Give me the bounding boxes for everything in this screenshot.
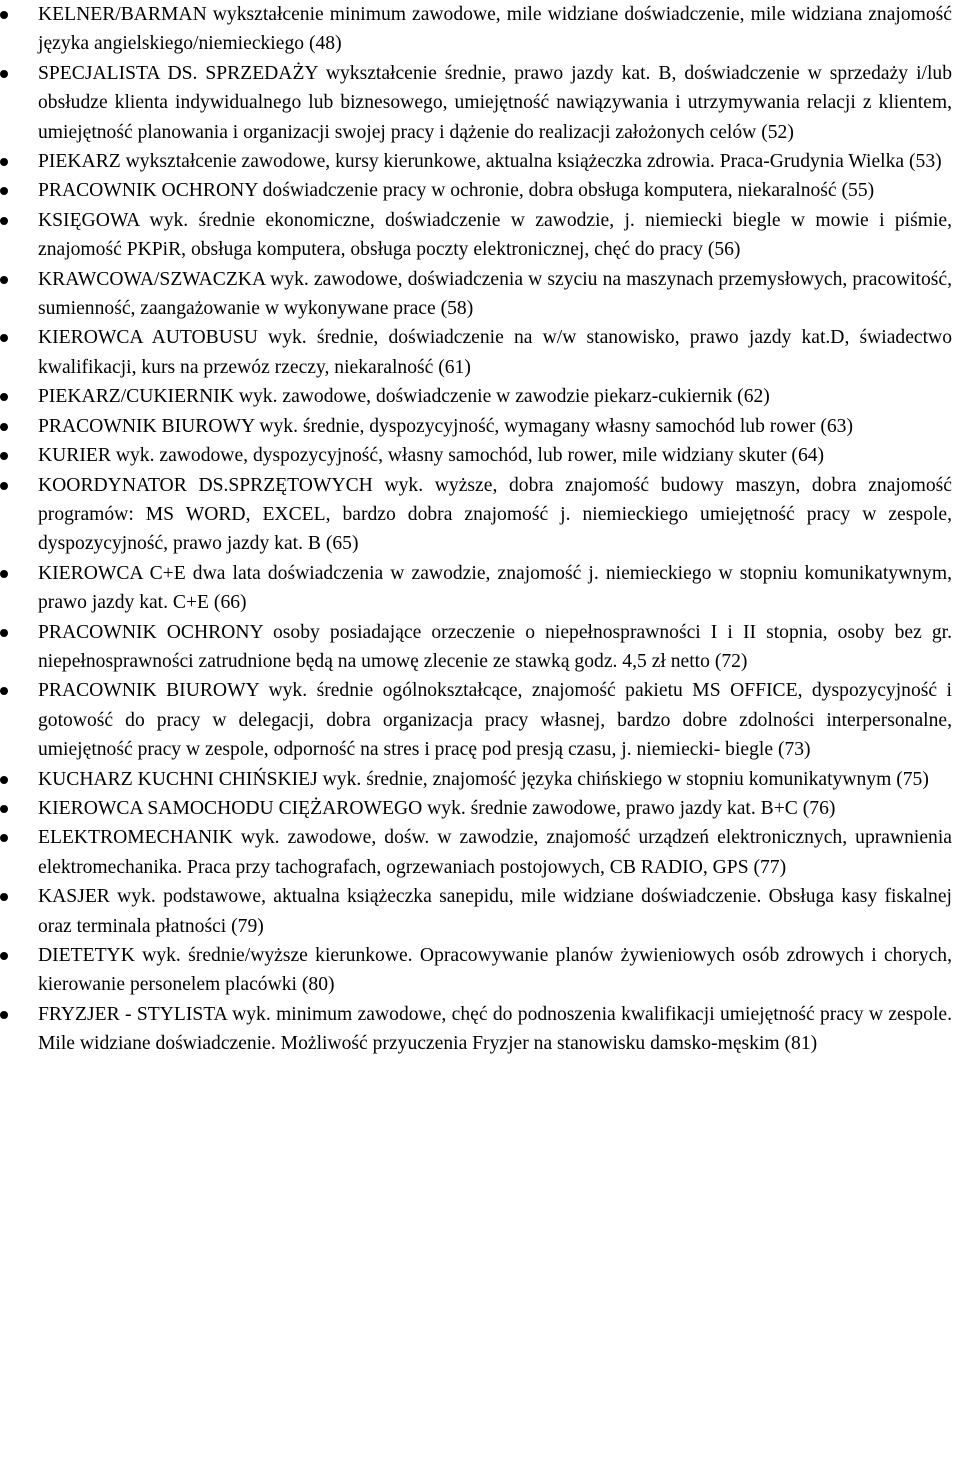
bullet-icon	[0, 393, 8, 401]
bullet-icon	[0, 805, 8, 813]
list-item-text: KASJER wyk. podstawowe, aktualna książeczka sanepidu, mile widziane doświadczenie. Obsługa kasy fiskalnej oraz terminala płatności (79)	[38, 886, 952, 937]
bullet-icon	[0, 158, 8, 166]
list-item-text: KIEROWCA SAMOCHODU CIĘŻAROWEGO wyk. średnie zawodowe, prawo jazdy kat. B+C (76)	[38, 797, 836, 819]
bullet-icon	[0, 629, 8, 637]
bullet-icon	[0, 452, 8, 460]
list-item-piekarz-cukiernik	[0, 382, 952, 411]
bullet-icon	[0, 893, 8, 901]
list-item-kasjer	[0, 882, 952, 941]
bullet-icon	[0, 1011, 8, 1019]
list-item-piekarz	[0, 147, 952, 176]
bullet-icon	[0, 276, 8, 284]
list-item-pracownik-ochrony-2	[0, 618, 952, 677]
list-item-text: KURIER wyk. zawodowe, dyspozycyjność, własny samochód, lub rower, mile widziany skuter (64)	[38, 445, 825, 467]
bullet-icon	[0, 482, 8, 490]
bullet-icon	[0, 187, 8, 195]
list-item-kelner-barman	[0, 0, 952, 59]
list-item-text: KSIĘGOWA wyk. średnie ekonomiczne, doświadczenie w zawodzie, j. niemiecki biegle w mowie i piśmie, znajomość PKPiR, obsługa komputera, obsługa poczty elektronicznej, chęć do pracy (56)	[38, 209, 952, 261]
list-item-pracownik-ochrony	[0, 176, 952, 205]
list-item-koordynator	[0, 471, 952, 559]
list-item-text: PIEKARZ wykształcenie zawodowe, kursy kierunkowe, aktualna książeczka zdrowia. Praca-Grudynia Wielka (53)	[38, 151, 942, 173]
list-item-pracownik-biurowy	[0, 412, 952, 441]
list-item-text: ELEKTROMECHANIK wyk. zawodowe, dośw. w zawodzie, znajomość urządzeń elektronicznych, uprawnienia elektromechanika. Praca przy tachografach, ogrzewaniach postojowych, CB RADIO, GPS (77)	[38, 827, 952, 878]
list-item-fryzjer	[0, 1000, 952, 1059]
list-item-kucharz	[0, 765, 952, 794]
bullet-icon	[0, 11, 8, 19]
list-item-text: KOORDYNATOR DS.SPRZĘTOWYCH wyk. wyższe, dobra znajomość budowy maszyn, dobra znajomość programów: MS WORD, EXCEL, bardzo dobra znajomość j. niemieckiego umiejętność pracy w zespole, dyspozycyjność, prawo jazdy kat. B (65)	[38, 474, 952, 555]
list-item-text: KUCHARZ KUCHNI CHIŃSKIEJ wyk. średnie, znajomość języka chińskiego w stopniu komunikatywnym (75)	[38, 768, 929, 790]
list-item-text: DIETETYK wyk. średnie/wyższe kierunkowe. Opracowywanie planów żywieniowych osób zdrowych i chorych, kierowanie personelem placówki (80)	[38, 945, 952, 996]
list-item-specjalista-sprzedazy	[0, 59, 952, 147]
list-item-kierowca-ce	[0, 559, 952, 618]
list-item-text: SPECJALISTA DS. SPRZEDAŻY wykształcenie średnie, prawo jazdy kat. B, doświadczenie w sprzedaży i/lub obsłudze klienta indywidualnego lub biznesowego, umiejętność nawiązywania i utrzymywania relacji z klientem, umiejętność planowania i organizacji swojej pracy i dążenie do realizacji założonych celów (52)	[38, 62, 952, 143]
list-item-elektromechanik	[0, 823, 952, 882]
list-item-ksiegowa	[0, 206, 952, 265]
list-item-kurier	[0, 441, 952, 470]
list-item-krawcowa-szwaczka	[0, 265, 952, 324]
list-item-text: KIEROWCA C+E dwa lata doświadczenia w zawodzie, znajomość j. niemieckiego w stopniu komunikatywnym, prawo jazdy kat. C+E (66)	[38, 562, 952, 614]
list-item-text: PRACOWNIK BIUROWY wyk. średnie, dyspozycyjność, wymagany własny samochód lub rower (63)	[38, 415, 853, 437]
bullet-icon	[0, 834, 8, 842]
list-item-text: PRACOWNIK BIUROWY wyk. średnie ogólnokształcące, znajomość pakietu MS OFFICE, dyspozycyjność i gotowość do pracy w delegacji, dobra organizacja pracy własnej, bardzo dobre zdolności interpersonalne, umiejętność pracy w zespole, odporność na stres i pracę pod presją czasu, j. niemiecki- biegle (73)	[38, 680, 952, 761]
list-item-text: KIEROWCA AUTOBUSU wyk. średnie, doświadczenie na w/w stanowisko, prawo jazdy kat.D, świadectwo kwalifikacji, kurs na przewóz rzeczy, niekaralność (61)	[38, 327, 952, 378]
bullet-icon	[0, 423, 8, 431]
list-item-kierowca-autobusu	[0, 323, 952, 382]
list-item-pracownik-biurowy-2	[0, 676, 952, 764]
list-item-text: PRACOWNIK OCHRONY osoby posiadające orzeczenie o niepełnosprawności I i II stopnia, osoby bez gr. niepełnosprawności zatrudnione będą na umowę zlecenie ze stawką godz. 4,5 zł netto (72)	[38, 621, 952, 672]
bullet-icon	[0, 70, 8, 78]
bullet-icon	[0, 570, 8, 578]
list-item-kierowca-ciezarowego	[0, 794, 952, 823]
bullet-icon	[0, 776, 8, 784]
bullet-icon	[0, 952, 8, 960]
bullet-icon	[0, 687, 8, 695]
list-item-text: KELNER/BARMAN wykształcenie minimum zawodowe, mile widziane doświadczenie, mile widziana znajomość języka angielskiego/niemieckiego (48)	[38, 4, 952, 55]
list-item-text: FRYZJER - STYLISTA wyk. minimum zawodowe, chęć do podnoszenia kwalifikacji umiejętność pracy w zespole. Mile widziane doświadczenie. Możliwość przyuczenia Fryzjer na stanowisku damsko-męskim (81)	[38, 1003, 952, 1055]
list-item-dietetyk	[0, 941, 952, 1000]
list-item-text: PRACOWNIK OCHRONY doświadczenie pracy w ochronie, dobra obsługa komputera, niekaralność (55)	[38, 180, 875, 202]
bullet-icon	[0, 217, 8, 225]
bullet-icon	[0, 334, 8, 342]
list-item-text: PIEKARZ/CUKIERNIK wyk. zawodowe, doświadczenie w zawodzie piekarz-cukiernik (62)	[38, 386, 770, 408]
list-item-text: KRAWCOWA/SZWACZKA wyk. zawodowe, doświadczenia w szyciu na maszynach przemysłowych, pracowitość, sumienność, zaangażowanie w wykonywane prace (58)	[38, 268, 952, 320]
